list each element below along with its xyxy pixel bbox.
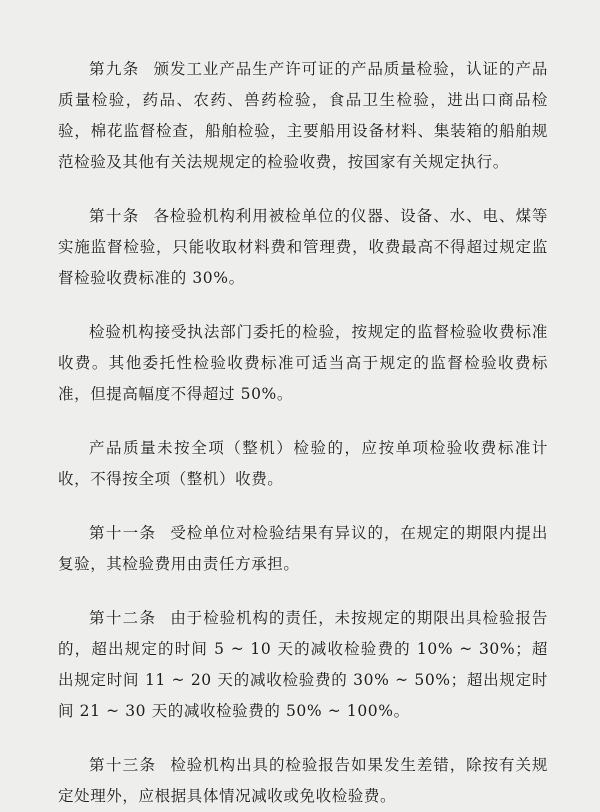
paragraph-text: 产品质量未按全项（整机）检验的，应按单项检验收费标准计收，不得按全项（整机）收费。 (58, 439, 548, 488)
article-13-paragraph (58, 750, 548, 812)
paragraph-text: 检验机构出具的检验报告如果发生差错，除按有关规定处理外，应根据具体情况减收或免收检验费。 (58, 756, 548, 805)
article-12-paragraph (58, 603, 548, 727)
article-10-paragraph (58, 201, 548, 294)
article-number: 第十条 (89, 207, 140, 225)
article-10-paragraph-3 (58, 433, 548, 495)
paragraph-text: 由于检验机构的责任，未按规定的期限出具检验报告的，超出规定的时间 5 ~ 10 天的减收检验费的 10% ~ 30%；超出规定时间 11 ~ 20 天的减收检验费的 30% ~ 50%；超出规定时间 21 ~ 30 天的减收检验费的 50% ~ 100%。 (58, 609, 548, 720)
paragraph-text: 受检单位对检验结果有异议的，在规定的期限内提出复验，其检验费用由责任方承担。 (58, 524, 548, 573)
paragraph-text: 检验机构接受执法部门委托的检验，按规定的监督检验收费标准收费。其他委托性检验收费标准可适当高于规定的监督检验收费标准，但提高幅度不得超过 50%。 (58, 323, 548, 403)
paragraph-text: 颁发工业产品生产许可证的产品质量检验，认证的产品质量检验，药品、农药、兽药检验，食品卫生检验，进出口商品检验，棉花监督检查，船舶检验，主要船用设备材料、集装箱的船舶规范检验及其他有关法规规定的检验收费，按国家有关规定执行。 (58, 60, 548, 171)
article-number: 第十一条 (89, 524, 157, 542)
article-9-paragraph (58, 54, 548, 178)
article-number: 第十二条 (89, 609, 157, 627)
article-11-paragraph (58, 518, 548, 580)
article-10-paragraph-2 (58, 317, 548, 410)
paragraph-text: 各检验机构利用被检单位的仪器、设备、水、电、煤等实施监督检验，只能收取材料费和管理费，收费最高不得超过规定监督检验收费标准的 30%。 (58, 207, 548, 287)
article-number: 第十三条 (89, 756, 157, 774)
article-number: 第九条 (89, 60, 140, 78)
